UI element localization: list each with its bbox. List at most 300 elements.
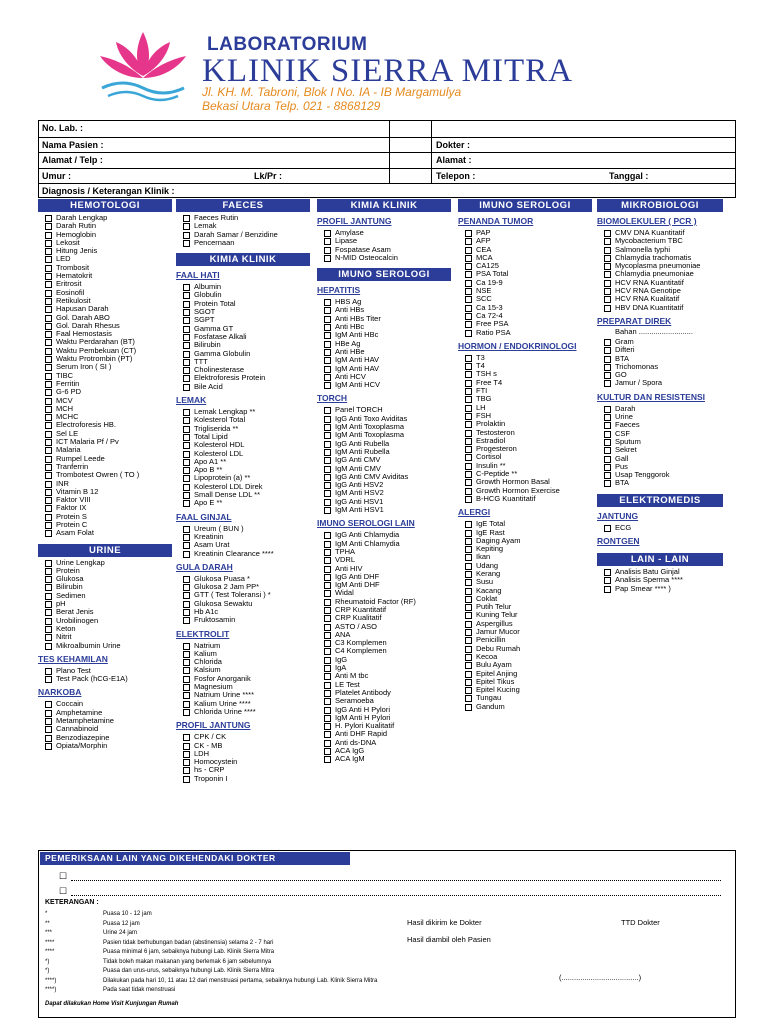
test-checkbox-item[interactable]: Protein S [56, 513, 172, 521]
test-checkbox-item[interactable]: Lemak Lengkap ** [194, 408, 310, 416]
test-checkbox-item[interactable]: HCV RNA Genotipe [615, 287, 723, 295]
test-checkbox-item[interactable]: Waktu Perdarahan (BT) [56, 338, 172, 346]
test-checkbox-item[interactable]: Trichomonas [615, 363, 723, 371]
test-checkbox-item[interactable]: Daging Ayam [476, 537, 592, 545]
clinic-phone: Bekasi Utara Telp. 021 - 8868129 [202, 99, 381, 113]
test-checkbox-item[interactable]: Asam Urat [194, 541, 310, 549]
subsection-title: JANTUNG [597, 510, 639, 521]
test-checkbox-item[interactable]: IgG Anti HSV2 [335, 481, 451, 489]
test-checkbox-item[interactable]: Glukosa Puasa * [194, 575, 310, 583]
test-checkbox-item[interactable]: ECG [615, 524, 723, 532]
test-checkbox-item[interactable]: Cortisol [476, 453, 592, 461]
test-checkbox-item[interactable]: Kalsium [194, 666, 310, 674]
subsection-title: HEPATITIS [317, 285, 361, 296]
test-checkbox-item[interactable]: Darah Rutin [56, 222, 172, 230]
test-checkbox-item[interactable]: IgM Anti HAV [335, 365, 451, 373]
test-checkbox-item[interactable]: Bile Acid [194, 383, 310, 391]
test-checkbox-item[interactable]: Kolesterol LDL [194, 450, 310, 458]
test-checkbox-item[interactable]: IgM Anti HAV [335, 356, 451, 364]
test-checkbox-item[interactable]: Lekosit [56, 239, 172, 247]
subsection-title: ALERGI [458, 507, 491, 518]
test-checkbox-item[interactable]: IgG [335, 656, 451, 664]
test-checkbox-item[interactable]: IgM Anti HBc [335, 331, 451, 339]
test-checkbox-item[interactable]: GTT ( Test Toleransi ) * [194, 591, 310, 599]
patient-field-label[interactable]: Alamat : [436, 155, 472, 165]
test-checkbox-item[interactable]: Benzodiazepine [56, 734, 172, 742]
note-symbol: ****) [45, 987, 57, 993]
test-checkbox-item[interactable]: Rheumatoid Factor (RF) [335, 598, 451, 606]
patient-info-box [38, 120, 736, 198]
test-checkbox-item[interactable]: Kepiting [476, 545, 592, 553]
test-checkbox-item[interactable]: Putih Telur [476, 603, 592, 611]
patient-field-label[interactable]: Dokter : [436, 139, 471, 150]
test-checkbox-item[interactable]: Debu Rumah [476, 645, 592, 653]
test-checkbox-item[interactable]: Epitel Kucing [476, 686, 592, 694]
test-checkbox-item[interactable]: IgG Anti HSV1 [335, 498, 451, 506]
test-checkbox-item[interactable]: Urobilinogen [56, 617, 172, 625]
test-checkbox-item[interactable]: Faktor VIII [56, 496, 172, 504]
result-to-doctor[interactable]: Hasil dikirim ke Dokter [407, 918, 482, 927]
result-to-patient[interactable]: Hasil diambil oleh Pasien [407, 935, 491, 944]
column-serology [458, 199, 592, 711]
patient-field-label[interactable]: Alamat / Telp : [42, 155, 103, 165]
test-checkbox-item[interactable]: IgM Anti Toxoplasma [335, 423, 451, 431]
test-checkbox-item[interactable]: Apo B ** [194, 466, 310, 474]
test-checkbox-item[interactable]: Difteri [615, 346, 723, 354]
test-checkbox-item[interactable]: FSH [476, 412, 592, 420]
test-checkbox-item[interactable]: Tungau [476, 694, 592, 702]
test-checkbox-item[interactable]: Sel LE [56, 430, 172, 438]
test-checkbox-item[interactable]: Darah [615, 405, 723, 413]
test-checkbox-item[interactable]: Anti HBs [335, 306, 451, 314]
test-checkbox-item[interactable]: Kreatinin [194, 533, 310, 541]
subsection-title: TES KEHAMILAN [38, 653, 108, 664]
test-checkbox-item[interactable]: Epitel Tikus [476, 678, 592, 686]
test-checkbox-item[interactable]: MCH [56, 405, 172, 413]
test-checkbox-item[interactable]: HBe Ag [335, 340, 451, 348]
test-checkbox-item[interactable]: CEA [476, 246, 592, 254]
test-checkbox-item[interactable]: Gram [615, 338, 723, 346]
sex-field-label[interactable]: Lk/Pr : [254, 170, 283, 181]
test-checkbox-item[interactable]: Usap Tenggorok [615, 471, 723, 479]
test-checkbox-item[interactable]: LH [476, 404, 592, 412]
test-checkbox-item[interactable]: Kuning Telur [476, 611, 592, 619]
test-checkbox-item[interactable]: SGOT [194, 308, 310, 316]
checklist [38, 667, 172, 684]
test-checkbox-item[interactable]: T3 [476, 354, 592, 362]
test-checkbox-item[interactable]: Kerang [476, 570, 592, 578]
test-checkbox-item[interactable]: Gandum [476, 703, 592, 711]
test-checkbox-item[interactable]: Chlamydia trachomatis [615, 254, 723, 262]
test-checkbox-item[interactable]: Bulu Ayam [476, 661, 592, 669]
test-checkbox-item[interactable]: Hitung Jenis [56, 247, 172, 255]
test-checkbox-item[interactable]: Epitel Anjing [476, 670, 592, 678]
test-checkbox-item[interactable]: Nitrit [56, 633, 172, 641]
test-checkbox-item[interactable]: IgM Anti Toxoplasma [335, 431, 451, 439]
subsection-title: BIOMOLEKULER ( PCR ) [597, 216, 697, 226]
test-checkbox-item[interactable]: Gall [615, 455, 723, 463]
column-chem-sero [317, 199, 451, 764]
note-text: Dilakukan pada hari 10, 11 atau 12 dari menstruasi pertama, sebaiknya hubungi Lab. Klinik Sierra Mitra [103, 977, 378, 984]
patient-field-label[interactable]: Diagnosis / Keterangan Klinik : [42, 186, 175, 196]
test-checkbox-item[interactable]: Fosfatase Alkali [194, 333, 310, 341]
test-checkbox-item[interactable]: Pap Smear **** ) [615, 585, 723, 593]
test-checkbox-item[interactable]: Jamur / Spora [615, 379, 723, 387]
test-checkbox-item[interactable]: LED [56, 255, 172, 263]
test-checkbox-item[interactable]: Darah Samar / Benzidine [194, 231, 310, 239]
test-checkbox-item[interactable]: GO [615, 371, 723, 379]
test-checkbox-item[interactable]: H. Pylori Kualitatif [335, 722, 451, 730]
subsection-title: PROFIL JANTUNG [176, 720, 251, 731]
test-checkbox-item[interactable]: Progesteron [476, 445, 592, 453]
test-checkbox-item[interactable]: TTT [194, 358, 310, 366]
test-checkbox-item[interactable]: Growth Hormon Basal [476, 478, 592, 486]
test-checkbox-item[interactable]: Ca 19-9 [476, 279, 592, 287]
date-field-label[interactable]: Tanggal : [609, 170, 649, 181]
test-checkbox-item[interactable]: Faktor IX [56, 504, 172, 512]
test-checkbox-item[interactable]: Penicillin [476, 636, 592, 644]
test-checkbox-item[interactable]: IgM Anti H Pylori [335, 714, 451, 722]
test-checkbox-item[interactable]: Trombotest Owren ( TO ) [56, 471, 172, 479]
test-checkbox-item[interactable]: HBV DNA Kuantitatif [615, 304, 723, 312]
test-checkbox-item[interactable]: Ferritin [56, 380, 172, 388]
test-checkbox-item[interactable]: Retikulosit [56, 297, 172, 305]
test-checkbox-item[interactable]: Analisis Sperma **** [615, 576, 723, 584]
test-checkbox-item[interactable]: Hemoglobin [56, 231, 172, 239]
test-checkbox-item[interactable]: IgE Total [476, 520, 592, 528]
test-checkbox-item[interactable]: Sekret [615, 446, 723, 454]
test-checkbox-item[interactable]: CPK / CK [194, 733, 310, 741]
test-checkbox-item[interactable]: TSH s [476, 370, 592, 378]
patient-field-label[interactable]: No. Lab. : [42, 123, 83, 133]
test-checkbox-item[interactable]: BTA [615, 479, 723, 487]
test-checkbox-item[interactable]: Small Dense LDL ** [194, 491, 310, 499]
test-checkbox-item[interactable]: Albumin [194, 283, 310, 291]
test-checkbox-item[interactable]: Bilirubin [194, 341, 310, 349]
test-checkbox-item[interactable]: C-Peptide ** [476, 470, 592, 478]
test-checkbox-item[interactable]: Jamur Mucor [476, 628, 592, 636]
section-header: KIMIA KLINIK [317, 199, 451, 212]
patient-row [39, 152, 735, 168]
test-checkbox-item[interactable]: Kreatinin Clearance **** [194, 550, 310, 558]
test-checkbox-item[interactable]: Asam Folat [56, 529, 172, 537]
note-text: Urine 24 jam [103, 930, 138, 936]
test-checkbox-item[interactable]: Panel TORCH [335, 406, 451, 414]
test-checkbox-item[interactable]: IgG Anti CMV [335, 456, 451, 464]
test-checkbox-item[interactable]: MCV [56, 397, 172, 405]
test-checkbox-item[interactable]: ASTO / ASO [335, 623, 451, 631]
test-checkbox-item[interactable]: Kalium [194, 650, 310, 658]
test-checkbox-item[interactable]: Faal Hemostasis [56, 330, 172, 338]
test-checkbox-item[interactable]: IgM Anti HCV [335, 381, 451, 389]
test-checkbox-item[interactable]: Pencernaan [194, 239, 310, 247]
test-checkbox-item[interactable]: HCV RNA Kuantitatif [615, 279, 723, 287]
test-checkbox-item[interactable]: Serum Iron ( SI ) [56, 363, 172, 371]
test-checkbox-item[interactable]: Natrium [194, 642, 310, 650]
test-checkbox-item[interactable]: IgM Anti Chlamydia [335, 540, 451, 548]
test-checkbox-item[interactable]: Berat Jenis [56, 608, 172, 616]
specimen-field[interactable]: Bahan .......................... [615, 326, 693, 336]
test-checkbox-item[interactable]: Anti HBs Titer [335, 315, 451, 323]
test-checkbox-item[interactable]: Amphetamine [56, 709, 172, 717]
test-checkbox-item[interactable]: Udang [476, 562, 592, 570]
lab-label: LABORATORIUM [207, 34, 368, 55]
test-checkbox-item[interactable]: Kecoa [476, 653, 592, 661]
test-checkbox-item[interactable]: Lipase [335, 237, 451, 245]
test-checkbox-item[interactable]: Fospatase Asam [335, 246, 451, 254]
test-checkbox-item[interactable]: Platelet Antibody [335, 689, 451, 697]
test-checkbox-item[interactable]: Hematokrit [56, 272, 172, 280]
patient-field-label[interactable]: Telepon : [436, 170, 476, 181]
test-checkbox-item[interactable]: Cannabinoid [56, 725, 172, 733]
test-checkbox-item[interactable]: ACA IgG [335, 747, 451, 755]
test-checkbox-item[interactable]: Test Pack (hCG-E1A) [56, 675, 172, 683]
test-checkbox-item[interactable]: Fruktosamin [194, 616, 310, 624]
test-checkbox-item[interactable]: Mikroalbumin Urine [56, 642, 172, 650]
test-checkbox-item[interactable]: Glukosa [56, 575, 172, 583]
test-checkbox-item[interactable]: IgG Anti Chlamydia [335, 531, 451, 539]
test-checkbox-item[interactable]: Apo E ** [194, 499, 310, 507]
test-checkbox-item[interactable]: Seramoeba [335, 697, 451, 705]
test-checkbox-item[interactable]: Pus [615, 463, 723, 471]
test-checkbox-item[interactable]: Susu [476, 578, 592, 586]
test-checkbox-item[interactable]: Protein C [56, 521, 172, 529]
test-checkbox-item[interactable]: Anti HCV [335, 373, 451, 381]
checklist [38, 214, 172, 538]
other-test-line[interactable] [71, 888, 721, 896]
test-checkbox-item[interactable]: Gol. Darah Rhesus [56, 322, 172, 330]
test-checkbox-item[interactable]: Rumpel Leede [56, 455, 172, 463]
test-checkbox-item[interactable]: Kalium Urine **** [194, 700, 310, 708]
test-checkbox-item[interactable]: Eosinofil [56, 289, 172, 297]
test-checkbox-item[interactable]: MCA [476, 254, 592, 262]
section-header: IMUNO SEROLOGI [317, 268, 451, 281]
test-checkbox-item[interactable]: IgM Anti HSV1 [335, 506, 451, 514]
test-checkbox-item[interactable]: ACA IgM [335, 755, 451, 763]
test-checkbox-item[interactable]: Anti M tbc [335, 672, 451, 680]
test-checkbox-item[interactable]: LE Test [335, 681, 451, 689]
test-checkbox-item[interactable]: TIBC [56, 372, 172, 380]
test-checkbox-item[interactable]: Urine Lengkap [56, 559, 172, 567]
test-checkbox-item[interactable]: Testosteron [476, 429, 592, 437]
note-symbol: **** [45, 949, 55, 955]
test-checkbox-item[interactable]: Apo A1 ** [194, 458, 310, 466]
test-checkbox-item[interactable]: Anti DHF Rapid [335, 730, 451, 738]
test-checkbox-item[interactable]: TPHA [335, 548, 451, 556]
test-checkbox-item[interactable]: Amylase [335, 229, 451, 237]
test-checkbox-item[interactable]: Coklat [476, 595, 592, 603]
note-symbol: ** [45, 920, 50, 927]
test-checkbox-item[interactable]: Ikan [476, 553, 592, 561]
test-checkbox-item[interactable]: CMV DNA Kuantitatif [615, 229, 723, 237]
test-checkbox-item[interactable]: MCHC [56, 413, 172, 421]
test-checkbox-item[interactable]: Elektroforesis Protein [194, 374, 310, 382]
test-checkbox-item[interactable]: CA125 [476, 262, 592, 270]
test-checkbox-item[interactable]: Glukosa Sewaktu [194, 600, 310, 608]
test-checkbox-item[interactable]: Chlorida Urine **** [194, 708, 310, 716]
signature-line[interactable]: (.....................................) [559, 973, 642, 982]
test-checkbox-item[interactable]: Metamphetamine [56, 717, 172, 725]
test-checkbox-item[interactable]: B-HCG Kuantitatif [476, 495, 592, 503]
test-checkbox-item[interactable]: Waktu Protrombin (PT) [56, 355, 172, 363]
test-checkbox-item[interactable]: Sputum [615, 438, 723, 446]
test-checkbox-item[interactable]: Free T4 [476, 379, 592, 387]
test-checkbox-item[interactable]: Estradiol [476, 437, 592, 445]
test-checkbox-item[interactable]: Cholinesterase [194, 366, 310, 374]
note-text: Puasa 12 jam [103, 920, 140, 927]
test-checkbox-item[interactable]: PSA Total [476, 270, 592, 278]
test-checkbox-item[interactable]: Coccain [56, 700, 172, 708]
test-checkbox-item[interactable]: Sedimen [56, 592, 172, 600]
test-checkbox-item[interactable]: Faeces Rutin [194, 214, 310, 222]
test-checkbox-item[interactable]: IgG Anti CMV Aviditas [335, 473, 451, 481]
test-checkbox-item[interactable]: PAP [476, 229, 592, 237]
test-checkbox-item[interactable]: Prolaktin [476, 420, 592, 428]
test-checkbox-item[interactable]: Ratio PSA [476, 329, 592, 337]
test-checkbox-item[interactable]: Electroforesis HB. [56, 421, 172, 429]
test-checkbox-item[interactable]: Fosfor Anorganik [194, 675, 310, 683]
test-checkbox-item[interactable]: Glukosa 2 Jam PP* [194, 583, 310, 591]
test-checkbox-item[interactable]: Lemak [194, 222, 310, 230]
test-checkbox-item[interactable]: Malaria [56, 446, 172, 454]
section-header: IMUNO SEROLOGI [458, 199, 592, 212]
test-checkbox-item[interactable]: T4 [476, 362, 592, 370]
test-checkbox-item[interactable]: Opiata/Morphin [56, 742, 172, 750]
test-checkbox-item[interactable]: CK - MB [194, 742, 310, 750]
test-checkbox-item[interactable]: ICT Malaria Pf / Pv [56, 438, 172, 446]
patient-field-label[interactable]: Umur : [42, 170, 71, 181]
test-checkbox-item[interactable]: SCC [476, 295, 592, 303]
test-checkbox-item[interactable]: Anti HBc [335, 323, 451, 331]
test-checkbox-item[interactable]: CRP Kualitatif [335, 614, 451, 622]
test-checkbox-item[interactable]: Chlorida [194, 658, 310, 666]
test-checkbox-item[interactable]: Kacang [476, 587, 592, 595]
test-checkbox-item[interactable]: Natrium Urine **** [194, 691, 310, 699]
test-checkbox-item[interactable]: Waktu Pembekuan (CT) [56, 347, 172, 355]
test-checkbox-item[interactable]: Lipoprotein (a) ** [194, 474, 310, 482]
checkbox[interactable]: ☐ [59, 871, 68, 881]
test-checkbox-item[interactable]: CSF [615, 430, 723, 438]
test-checkbox-item[interactable]: Anti HIV [335, 565, 451, 573]
test-checkbox-item[interactable]: Salmonella typhi [615, 246, 723, 254]
test-checkbox-item[interactable]: Total Lipid [194, 433, 310, 441]
test-checkbox-item[interactable]: hs - CRP [194, 766, 310, 774]
test-checkbox-item[interactable]: Globulin [194, 291, 310, 299]
test-checkbox-item[interactable]: IgA [335, 664, 451, 672]
test-checkbox-item[interactable]: Gamma GT [194, 325, 310, 333]
test-checkbox-item[interactable]: Analisis Batu Ginjal [615, 568, 723, 576]
test-checkbox-item[interactable]: Gamma Globulin [194, 350, 310, 358]
test-checkbox-item[interactable]: IgM Anti DHF [335, 581, 451, 589]
test-checkbox-item[interactable]: Trombosit [56, 264, 172, 272]
test-checkbox-item[interactable]: Hapusan Darah [56, 305, 172, 313]
patient-field-label[interactable]: Nama Pasien : [42, 139, 104, 150]
test-checkbox-item[interactable]: Faeces [615, 421, 723, 429]
test-checkbox-item[interactable]: Free PSA [476, 320, 592, 328]
test-checkbox-item[interactable]: Chlamydia pneumoniae [615, 270, 723, 278]
test-checkbox-item[interactable]: FTI [476, 387, 592, 395]
test-checkbox-item[interactable]: Eritrosit [56, 280, 172, 288]
test-checkbox-item[interactable]: IgG Anti H Pylori [335, 706, 451, 714]
other-test-line[interactable] [71, 873, 721, 881]
test-checkbox-item[interactable]: IgG Anti Rubella [335, 440, 451, 448]
test-checkbox-item[interactable]: Homocystein [194, 758, 310, 766]
test-checkbox-item[interactable]: HBS Ag [335, 298, 451, 306]
test-checkbox-item[interactable]: Darah Lengkap [56, 214, 172, 222]
test-checkbox-item[interactable]: Widal [335, 589, 451, 597]
test-checkbox-item[interactable]: Growth Hormon Exercise [476, 487, 592, 495]
test-checkbox-item[interactable]: Gol. Darah ABO [56, 314, 172, 322]
test-checkbox-item[interactable]: IgM Anti HSV2 [335, 489, 451, 497]
test-checkbox-item[interactable]: Anti HBe [335, 348, 451, 356]
test-checkbox-item[interactable]: Protein Total [194, 300, 310, 308]
note-symbol: * [45, 911, 48, 917]
test-checkbox-item[interactable]: pH [56, 600, 172, 608]
test-checkbox-item[interactable]: Keton [56, 625, 172, 633]
test-checkbox-item[interactable]: Ca 72-4 [476, 312, 592, 320]
test-checkbox-item[interactable]: Magnesium [194, 683, 310, 691]
test-checkbox-item[interactable]: Kolesterol Total [194, 416, 310, 424]
test-checkbox-item[interactable]: Urine [615, 413, 723, 421]
test-checkbox-item[interactable]: TBG [476, 395, 592, 403]
test-checkbox-item[interactable]: AFP [476, 237, 592, 245]
section-header: LAIN - LAIN [597, 553, 723, 566]
test-checkbox-item[interactable]: ANA [335, 631, 451, 639]
test-checkbox-item[interactable]: IgM Anti Rubella [335, 448, 451, 456]
subsection-title: FAAL GINJAL [176, 511, 232, 522]
test-checkbox-item[interactable]: Ca 15-3 [476, 304, 592, 312]
test-checkbox-item[interactable]: IgE Rast [476, 529, 592, 537]
test-checkbox-item[interactable]: IgG Anti Toxo Aviditas [335, 415, 451, 423]
test-checkbox-item[interactable]: Mycoplasma pneumoniae [615, 262, 723, 270]
test-checkbox-item[interactable]: Plano Test [56, 667, 172, 675]
test-checkbox-item[interactable]: Kolesterol HDL [194, 441, 310, 449]
test-checkbox-item[interactable]: INR [56, 480, 172, 488]
test-checkbox-item[interactable]: IgG Anti DHF [335, 573, 451, 581]
test-checkbox-item[interactable]: LDH [194, 750, 310, 758]
test-checkbox-item[interactable]: Kolesterol LDL Direk [194, 483, 310, 491]
test-checkbox-item[interactable]: C3 Komplemen [335, 639, 451, 647]
checklist [597, 405, 723, 488]
test-checkbox-item[interactable]: Tranferrin [56, 463, 172, 471]
checklist [176, 214, 310, 247]
test-checkbox-item[interactable]: C4 Komplemen [335, 647, 451, 655]
test-checkbox-item[interactable]: IgM Anti CMV [335, 465, 451, 473]
test-checkbox-item[interactable]: CRP Kuantitatif [335, 606, 451, 614]
test-checkbox-item[interactable]: Bilirubin [56, 583, 172, 591]
doctor-signature-label: TTD Dokter [621, 918, 660, 927]
test-checkbox-item[interactable]: G-6 PD [56, 388, 172, 396]
checklist [38, 700, 172, 750]
test-checkbox-item[interactable]: BTA [615, 355, 723, 363]
checkbox[interactable]: ☐ [59, 886, 68, 896]
test-checkbox-item[interactable]: Insulin ** [476, 462, 592, 470]
test-checkbox-item[interactable]: HCV RNA Kualitatif [615, 295, 723, 303]
test-checkbox-item[interactable]: N-MID Osteocalcin [335, 254, 451, 262]
test-checkbox-item[interactable]: Vitamin B 12 [56, 488, 172, 496]
test-checkbox-item[interactable]: NSE [476, 287, 592, 295]
test-checkbox-item[interactable]: Mycobacterium TBC [615, 237, 723, 245]
test-checkbox-item[interactable]: Anti ds-DNA [335, 739, 451, 747]
test-checkbox-item[interactable]: Hb A1c [194, 608, 310, 616]
test-checkbox-item[interactable]: SGPT [194, 316, 310, 324]
test-checkbox-item[interactable]: Ureum ( BUN ) [194, 525, 310, 533]
test-checkbox-item[interactable]: Aspergillus [476, 620, 592, 628]
test-checkbox-item[interactable]: VDRL [335, 556, 451, 564]
test-checkbox-item[interactable]: Troponin I [194, 775, 310, 783]
test-checkbox-item[interactable]: Trigliserida ** [194, 425, 310, 433]
test-checkbox-item[interactable]: Protein [56, 567, 172, 575]
